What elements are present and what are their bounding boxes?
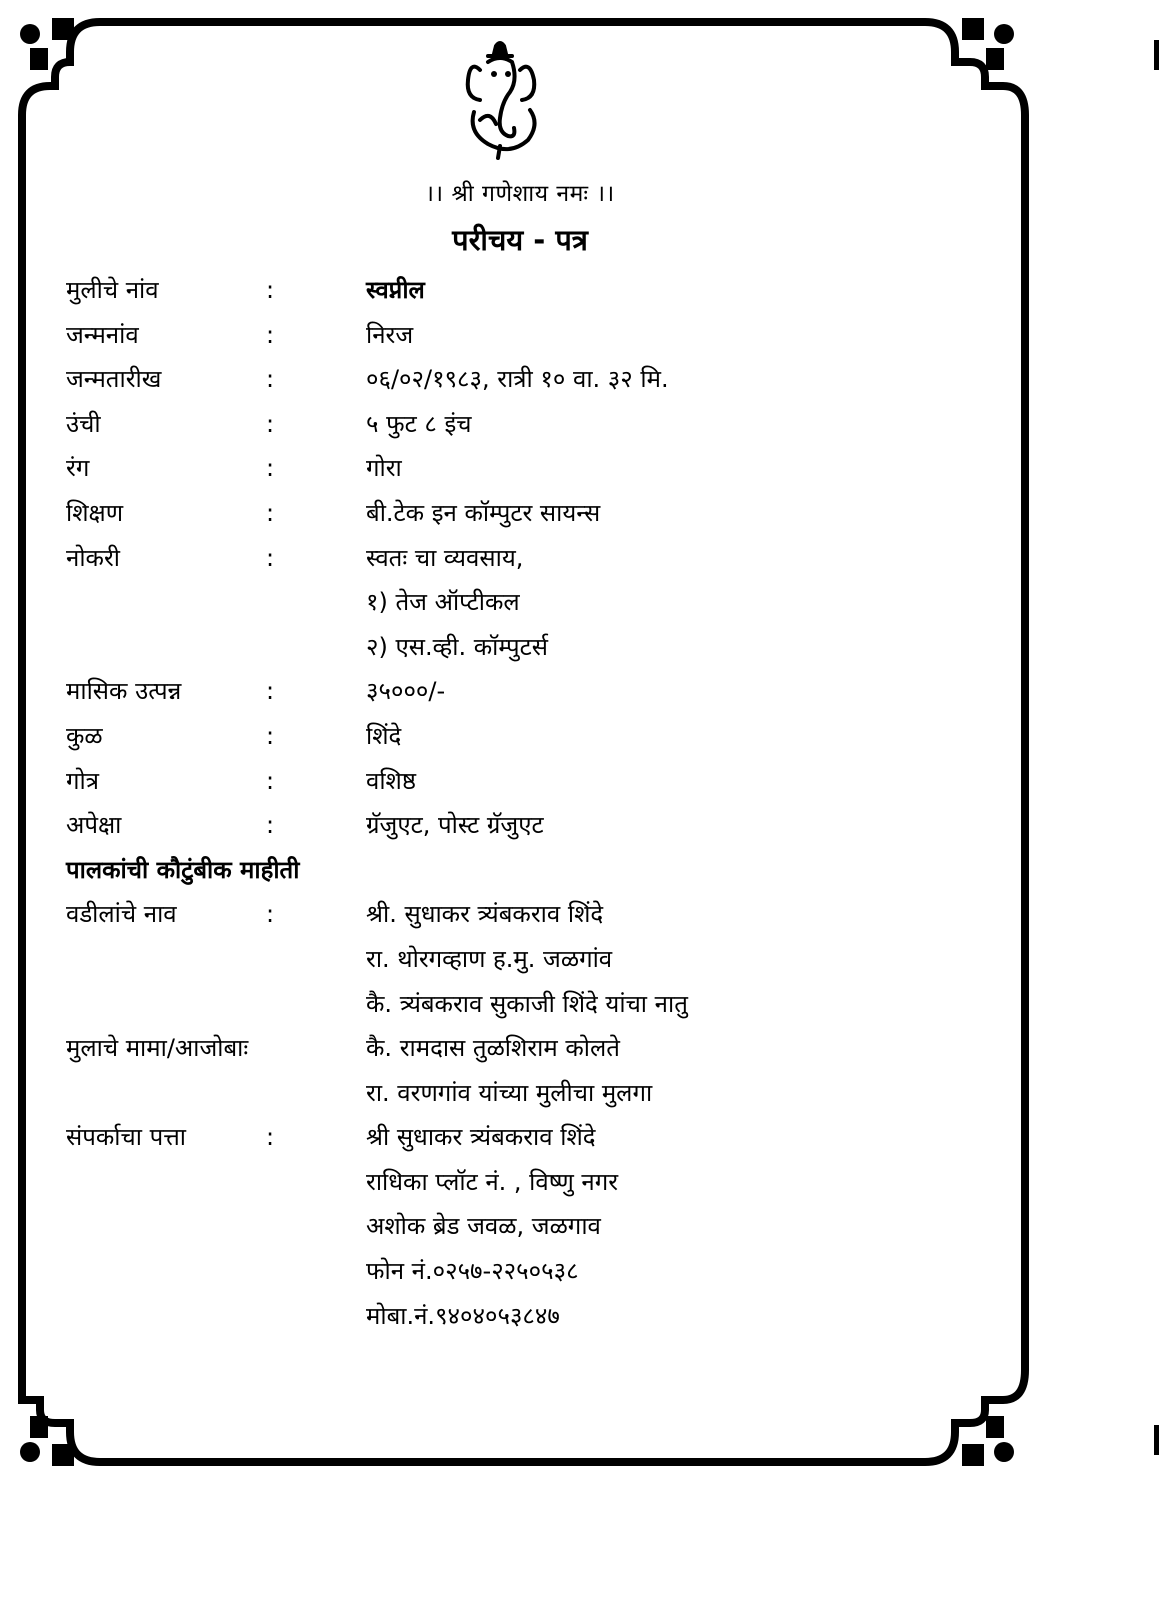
field-colon: : [266, 365, 275, 394]
row-complexion [66, 454, 966, 499]
family-heading: पालकांची कौटुंबीक माहीती [66, 855, 300, 884]
field-value: स्वप्नील [366, 276, 425, 304]
field-colon: : [266, 276, 275, 304]
field-value: श्री. सुधाकर त्र्यंबकराव शिंदे [366, 900, 604, 929]
field-value: ५ फुट ८ इंच [366, 409, 472, 438]
field-label: अपेक्षा [66, 811, 122, 840]
row-height [66, 410, 966, 455]
field-label: उंची [66, 409, 101, 438]
field-value: वशिष्ठ [366, 766, 417, 795]
field-colon: : [266, 1123, 275, 1152]
field-value: शिंदे [366, 721, 402, 750]
row-father-line [66, 945, 966, 990]
field-label: शिक्षण [66, 498, 124, 527]
row-father [66, 900, 966, 945]
field-value: ०६/०२/१९८३, रात्री १० वा. ३२ मि. [366, 365, 669, 394]
field-label: जन्मतारीख [66, 365, 162, 394]
field-colon: : [266, 766, 275, 795]
row-name [66, 276, 966, 321]
field-value: कै. त्र्यंबकराव सुकाजी शिंदे यांचा नातु [366, 989, 688, 1018]
field-value: ३५०००/- [366, 677, 446, 706]
row-expectation [66, 811, 966, 856]
field-label: मुलीचे नांव [66, 276, 159, 304]
field-value: ग्रॅजुएट, पोस्ट ग्रॅजुएट [366, 811, 544, 840]
field-colon: : [266, 811, 275, 840]
row-occupation-line [66, 588, 966, 633]
ganesha-icon [450, 40, 550, 160]
field-label: कुळ [66, 721, 103, 750]
field-label: नोकरी [66, 543, 120, 572]
field-colon: : [266, 721, 275, 750]
field-label: जन्मनांव [66, 320, 139, 349]
row-birth-name [66, 321, 966, 366]
field-label: मासिक उत्पन्न [66, 677, 182, 706]
row-occupation-line [66, 633, 966, 678]
field-value: अशोक ब्रेड जवळ, जळगाव [366, 1212, 601, 1241]
field-value: राधिका प्लॉट नं. , विष्णु नगर [366, 1167, 619, 1196]
page-title: परीचय - पत्र [452, 223, 588, 257]
biodata-list [66, 276, 966, 1346]
field-value: २) एस.व्ही. कॉम्पुटर्स [366, 632, 549, 661]
field-colon: : [266, 454, 275, 483]
row-phone [66, 1257, 966, 1302]
field-value: कै. रामदास तुळशिराम कोलते [366, 1034, 620, 1063]
field-value: गोरा [366, 454, 402, 483]
field-colon: : [266, 320, 275, 349]
field-colon: : [266, 543, 275, 572]
field-value: स्वतः चा व्यवसाय, [366, 543, 524, 572]
field-value: १) तेज ऑप्टीकल [366, 588, 520, 617]
row-father-line [66, 990, 966, 1035]
phone-number: फोन नं.०२५७-२२५०५३८ [366, 1257, 579, 1286]
row-contact-line [66, 1212, 966, 1257]
mobile-number: मोबा.नं.९४०४०५३८४७ [366, 1301, 560, 1330]
field-colon: : [266, 409, 275, 438]
field-colon: : [266, 900, 275, 929]
field-label: वडीलांचे नाव [66, 900, 177, 929]
row-contact [66, 1123, 966, 1168]
row-gotra [66, 767, 966, 812]
blessing-text: ।। श्री गणेशाय नमः ।। [425, 181, 615, 207]
field-value: श्री सुधाकर त्र्यंबकराव शिंदे [366, 1123, 596, 1152]
field-value: रा. वरणगांव यांच्या मुलीचा मुलगा [366, 1078, 653, 1107]
field-label: संपर्काचा पत्ता [66, 1123, 187, 1152]
row-clan [66, 722, 966, 767]
field-value: रा. थोरगव्हाण ह.मु. जळगांव [366, 944, 613, 973]
row-birth-date [66, 365, 966, 410]
field-label: रंग [66, 454, 90, 483]
field-colon: : [266, 677, 275, 706]
row-mobile [66, 1302, 966, 1347]
row-education [66, 499, 966, 544]
field-colon: : [266, 498, 275, 527]
row-income [66, 677, 966, 722]
field-value: बी.टेक इन कॉम्पुटर सायन्स [366, 498, 601, 527]
row-mama-line [66, 1079, 966, 1124]
field-value: निरज [366, 320, 414, 349]
row-contact-line [66, 1168, 966, 1213]
row-mama [66, 1034, 966, 1079]
field-label: गोत्र [66, 766, 99, 795]
row-occupation [66, 544, 966, 589]
field-label: मुलाचे मामा/आजोबाः [66, 1034, 249, 1063]
